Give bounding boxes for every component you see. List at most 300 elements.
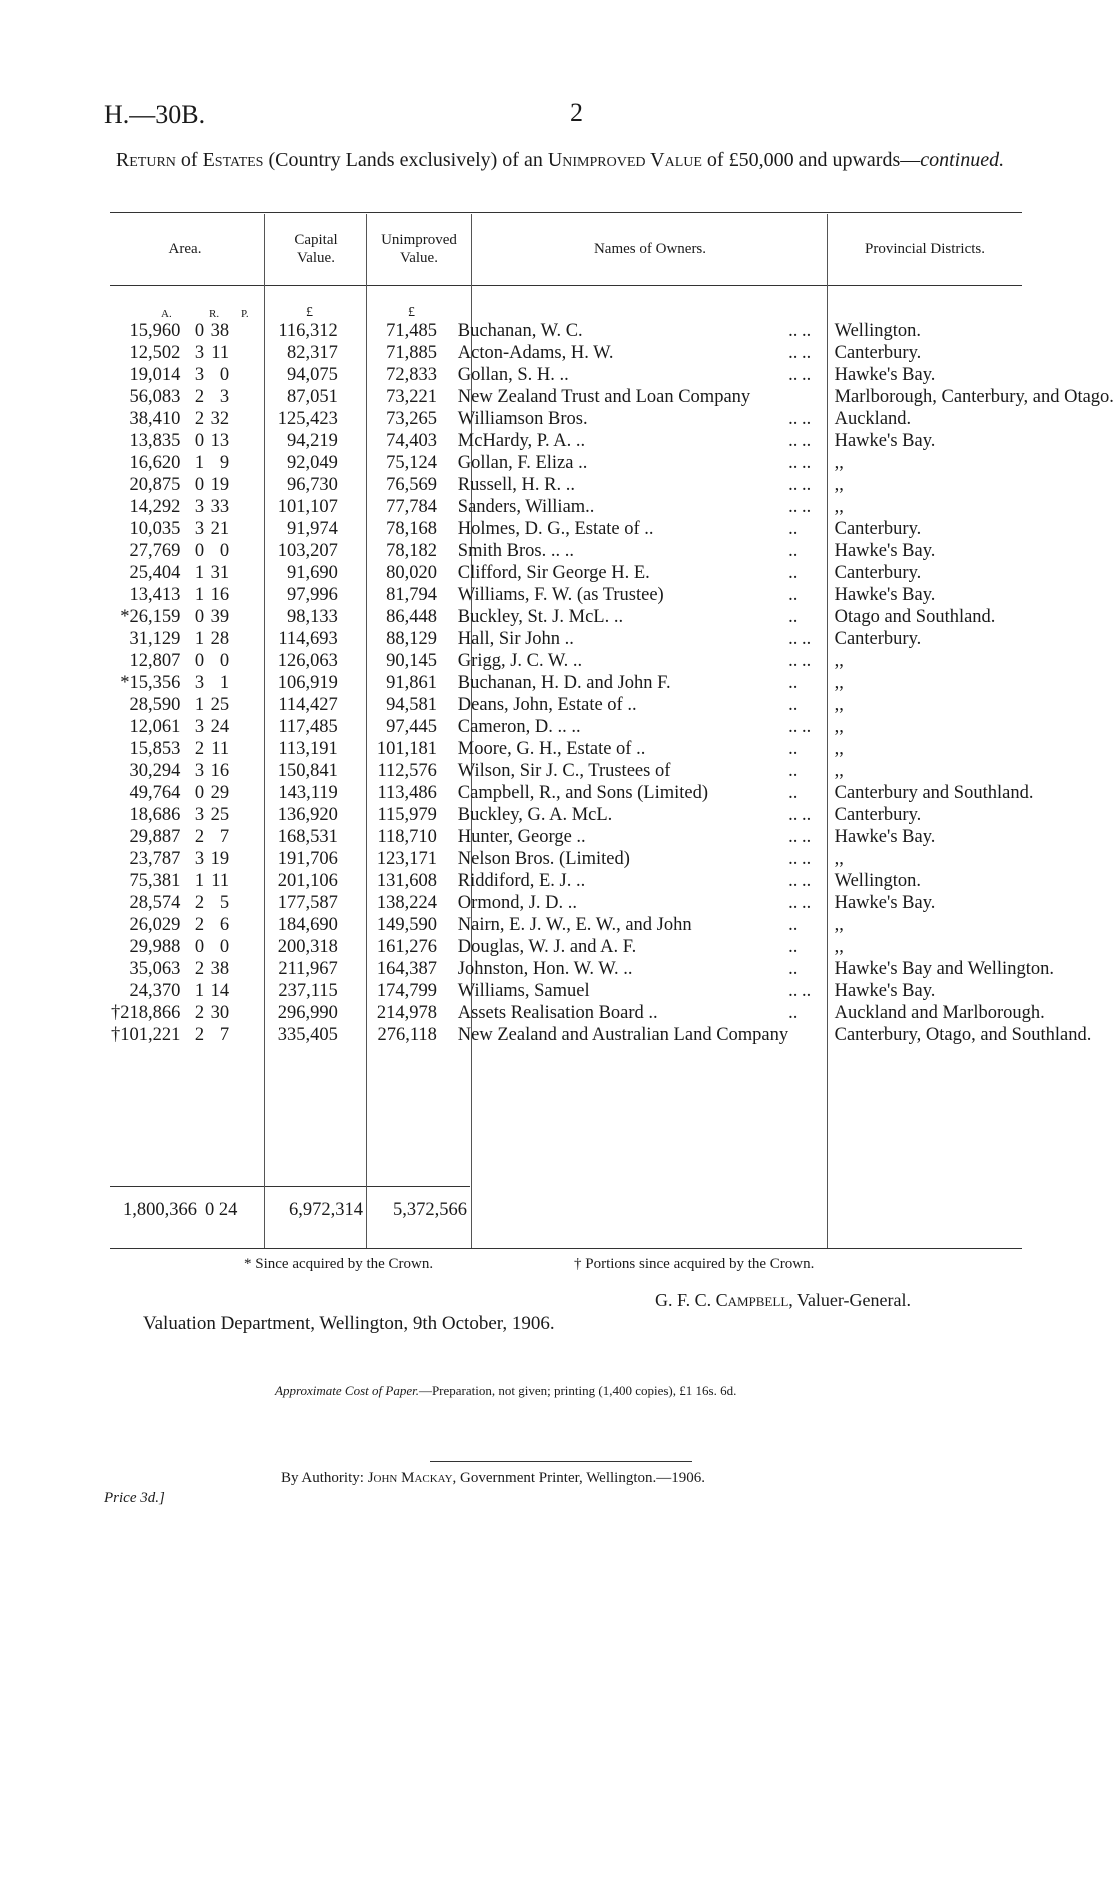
- table-row: [0, 936, 1114, 958]
- cost-text: —Preparation, not given; printing (1,400 copies), £1 16s. 6d.: [418, 1383, 737, 1398]
- row-district: ,,: [834, 453, 844, 473]
- row-capital-value: 114,693: [278, 629, 338, 649]
- row-perches: 16: [210, 761, 230, 781]
- row-roods: 3: [194, 365, 205, 385]
- row-district: Hawke's Bay and Wellington.: [834, 959, 1054, 979]
- row-leader-dots: ..: [788, 673, 798, 693]
- row-area: *15,356: [120, 673, 181, 693]
- row-unimproved-value: 149,590: [376, 915, 437, 935]
- title-unimproved-value: Unimproved Value: [547, 149, 702, 171]
- row-capital-value: 114,427: [278, 695, 338, 715]
- row-perches: 38: [210, 959, 230, 979]
- row-owner: Wilson, Sir J. C., Trustees of: [457, 761, 671, 781]
- row-gap: [437, 804, 458, 826]
- row-gap: [822, 892, 834, 914]
- row-area: 27,769: [129, 541, 181, 561]
- row-perches: 11: [211, 871, 230, 891]
- row-perches: 9: [219, 453, 230, 473]
- row-area: 49,764: [129, 783, 181, 803]
- row-leader-dots: ..: [788, 607, 798, 627]
- row-roods: 1: [194, 585, 205, 605]
- row-leader-dots: ..: [788, 915, 798, 935]
- footnote-portions: † Portions since acquired by the Crown.: [574, 1256, 815, 1272]
- row-unimproved-value: 72,833: [386, 365, 437, 385]
- row-district: Hawke's Bay.: [834, 585, 936, 605]
- row-owner: Buchanan, W. C.: [457, 321, 583, 341]
- estates-table: [0, 320, 1114, 1046]
- total-roods-perches: 0 24: [205, 1200, 238, 1220]
- table-row: [0, 848, 1114, 870]
- row-area: 23,787: [129, 849, 181, 869]
- row-perches: 11: [211, 739, 230, 759]
- row-owner: Nelson Bros. (Limited): [457, 849, 630, 869]
- header-bottom-rule: [110, 285, 1022, 286]
- row-unimproved-value: 90,145: [386, 651, 437, 671]
- row-area: 12,061: [129, 717, 181, 737]
- row-capital-value: 106,919: [277, 673, 338, 693]
- row-perches: 25: [210, 805, 230, 825]
- row-unimproved-value: 74,403: [386, 431, 437, 451]
- row-district: Canterbury.: [834, 805, 922, 825]
- row-roods: 1: [194, 871, 205, 891]
- row-gap: [437, 540, 458, 562]
- table-top-rule: [110, 212, 1022, 213]
- table-row: [0, 782, 1114, 804]
- row-gap: [822, 760, 834, 782]
- row-gap: [437, 562, 458, 584]
- row-capital-value: 191,706: [277, 849, 338, 869]
- unit-perches: P.: [241, 308, 249, 320]
- row-unimproved-value: 138,224: [376, 893, 437, 913]
- unit-acres: A.: [161, 308, 172, 320]
- row-district: ,,: [834, 651, 844, 671]
- row-owner: Hunter, George ..: [457, 827, 586, 847]
- row-roods: 3: [194, 673, 205, 693]
- row-leader-dots: ..: [788, 761, 798, 781]
- row-leader-dots: .. ..: [788, 431, 812, 451]
- row-owner: Holmes, D. G., Estate of ..: [457, 519, 654, 539]
- row-roods: 2: [194, 1003, 205, 1023]
- title-continued: continued.: [920, 149, 1005, 171]
- row-perches: 7: [219, 1025, 230, 1045]
- title-estates: Estates: [202, 149, 264, 171]
- row-capital-value: 126,063: [277, 651, 338, 671]
- row-capital-value: 92,049: [286, 453, 338, 473]
- row-owner: Moore, G. H., Estate of ..: [457, 739, 646, 759]
- row-unimproved-value: 71,885: [386, 343, 437, 363]
- row-area: 56,083: [129, 387, 181, 407]
- title-return: Return: [115, 149, 176, 171]
- row-gap: [437, 452, 458, 474]
- row-district: ,,: [834, 739, 844, 759]
- row-district: Canterbury.: [834, 629, 922, 649]
- row-gap: [437, 826, 458, 848]
- row-unimproved-value: 80,020: [386, 563, 437, 583]
- row-perches: 1: [219, 673, 230, 693]
- row-gap: [437, 364, 458, 386]
- row-district: ,,: [834, 673, 844, 693]
- row-roods: 2: [194, 1025, 205, 1045]
- table-row: [0, 474, 1114, 496]
- cost-of-paper: [275, 1383, 736, 1399]
- row-perches: 30: [210, 1003, 230, 1023]
- row-roods: 0: [194, 783, 205, 803]
- row-district: Canterbury and Southland.: [834, 783, 1034, 803]
- row-gap: [437, 672, 458, 694]
- row-capital-value: 335,405: [277, 1025, 338, 1045]
- table-row: [0, 980, 1114, 1002]
- row-capital-value: 125,423: [277, 409, 338, 429]
- row-area: 13,413: [129, 585, 181, 605]
- row-gap: [822, 826, 834, 848]
- row-capital-value: 150,841: [277, 761, 338, 781]
- table-row: [0, 562, 1114, 584]
- row-district: Canterbury.: [834, 343, 922, 363]
- row-capital-value: 168,531: [277, 827, 338, 847]
- row-capital-value: 211,967: [278, 959, 338, 979]
- row-area: 29,988: [129, 937, 181, 957]
- row-leader-dots: .. ..: [788, 497, 812, 517]
- column-header-districts: Provincial Districts.: [865, 241, 985, 257]
- row-gap: [437, 408, 458, 430]
- title-middle: (Country Lands exclusively) of an: [263, 149, 548, 171]
- row-leader-dots: [788, 1024, 822, 1046]
- title-of: of: [175, 149, 203, 171]
- row-roods: 3: [194, 717, 205, 737]
- row-capital-value: 177,587: [277, 893, 338, 913]
- row-capital-value: 296,990: [277, 1003, 338, 1023]
- row-gap: [437, 430, 458, 452]
- row-owner: Campbell, R., and Sons (Limited): [457, 783, 709, 803]
- row-perches: 24: [210, 717, 230, 737]
- table-row: [0, 694, 1114, 716]
- totals-rule: [110, 1186, 470, 1187]
- row-district: Hawke's Bay.: [834, 431, 936, 451]
- row-gap: [437, 958, 458, 980]
- row-owner: Russell, H. R. ..: [457, 475, 575, 495]
- row-gap: [822, 364, 834, 386]
- row-district: ,,: [834, 695, 844, 715]
- row-gap: [437, 474, 458, 496]
- row-gap: [822, 870, 834, 892]
- row-owner: Williams, Samuel: [457, 981, 590, 1001]
- unit-unimproved-pounds: £: [408, 305, 415, 320]
- table-row: [0, 672, 1114, 694]
- table-row: [0, 958, 1114, 980]
- row-gap: [437, 914, 458, 936]
- row-unimproved-value: 113,486: [377, 783, 437, 803]
- row-district: Wellington.: [834, 321, 921, 341]
- row-area: 31,129: [129, 629, 181, 649]
- row-unimproved-value: 131,608: [376, 871, 437, 891]
- row-unimproved-value: 88,129: [386, 629, 437, 649]
- row-district: Wellington.: [834, 871, 921, 891]
- row-gap: [437, 606, 458, 628]
- row-capital-value: 91,690: [286, 563, 338, 583]
- row-unimproved-value: 123,171: [376, 849, 437, 869]
- table-row: [0, 870, 1114, 892]
- row-capital-value: 98,133: [286, 607, 338, 627]
- row-gap: [822, 804, 834, 826]
- row-gap: [822, 958, 834, 980]
- row-owner: Grigg, J. C. W. ..: [457, 651, 583, 671]
- row-capital-value: 201,106: [277, 871, 338, 891]
- row-unimproved-value: 81,794: [386, 585, 437, 605]
- column-header-capital-line1: Capital: [294, 232, 338, 248]
- row-district: Hawke's Bay.: [834, 981, 936, 1001]
- row-owner: Nairn, E. J. W., E. W., and John: [457, 915, 692, 935]
- row-owner: Deans, John, Estate of ..: [457, 695, 637, 715]
- row-perches: 7: [219, 827, 230, 847]
- row-leader-dots: .. ..: [788, 475, 812, 495]
- table-row: [0, 386, 1114, 408]
- row-roods: 2: [194, 959, 205, 979]
- row-leader-dots: [788, 386, 822, 408]
- table-row: [0, 606, 1114, 628]
- column-header-unimproved: [368, 231, 470, 267]
- row-gap: [822, 650, 834, 672]
- row-gap: [822, 716, 834, 738]
- total-capital: 6,972,314: [289, 1200, 363, 1220]
- row-district: Hawke's Bay.: [834, 365, 936, 385]
- row-district: Auckland and Marlborough.: [834, 1003, 1045, 1023]
- row-gap: [437, 936, 458, 958]
- table-row: [0, 892, 1114, 914]
- row-gap: [822, 408, 834, 430]
- row-district: Canterbury, Otago, and Southland.: [834, 1025, 1092, 1045]
- row-capital-value: 96,730: [286, 475, 338, 495]
- page-title: [100, 148, 1020, 172]
- row-area: 26,029: [129, 915, 181, 935]
- row-perches: 5: [219, 893, 230, 913]
- row-unimproved-value: 91,861: [386, 673, 437, 693]
- row-gap: [822, 914, 834, 936]
- row-district: ,,: [834, 761, 844, 781]
- row-district: Marlborough, Canterbury, and Otago.: [834, 387, 1114, 407]
- row-perches: 0: [219, 937, 230, 957]
- row-perches: 6: [219, 915, 230, 935]
- column-header-unimproved-line1: Unimproved: [381, 232, 457, 248]
- document-reference: H.—30B.: [104, 100, 206, 129]
- row-gap: [822, 430, 834, 452]
- row-gap: [822, 518, 834, 540]
- row-district: ,,: [834, 849, 844, 869]
- row-owner: Ormond, J. D. ..: [457, 893, 578, 913]
- row-perches: 19: [210, 475, 230, 495]
- row-district: Hawke's Bay.: [834, 541, 936, 561]
- table-row: [0, 518, 1114, 540]
- row-gap: [437, 320, 458, 342]
- row-capital-value: 101,107: [277, 497, 338, 517]
- row-gap: [822, 936, 834, 958]
- row-perches: 19: [210, 849, 230, 869]
- row-area: 18,686: [129, 805, 181, 825]
- table-row: [0, 342, 1114, 364]
- table-row: [0, 320, 1114, 342]
- row-roods: 1: [194, 629, 205, 649]
- table-row: [0, 584, 1114, 606]
- row-perches: 31: [210, 563, 230, 583]
- row-roods: 0: [194, 541, 205, 561]
- authority-prefix: By Authority:: [281, 1470, 368, 1486]
- row-roods: 1: [194, 695, 205, 715]
- row-owner: Williamson Bros.: [457, 409, 588, 429]
- row-leader-dots: .. ..: [788, 629, 812, 649]
- row-unimproved-value: 214,978: [376, 1003, 437, 1023]
- row-capital-value: 237,115: [278, 981, 338, 1001]
- row-capital-value: 103,207: [277, 541, 338, 561]
- row-capital-value: 94,075: [286, 365, 338, 385]
- row-capital-value: 94,219: [286, 431, 338, 451]
- row-roods: 3: [194, 519, 205, 539]
- row-unimproved-value: 73,265: [386, 409, 437, 429]
- row-capital-value: 82,317: [286, 343, 338, 363]
- table-row: [0, 914, 1114, 936]
- table-row: [0, 540, 1114, 562]
- row-unimproved-value: 77,784: [386, 497, 437, 517]
- table-row: [0, 650, 1114, 672]
- row-leader-dots: .. ..: [788, 717, 812, 737]
- row-district: ,,: [834, 937, 844, 957]
- row-leader-dots: ..: [788, 959, 798, 979]
- row-owner: Williams, F. W. (as Trustee): [457, 585, 664, 605]
- column-header-capital: [268, 231, 364, 267]
- row-perches: 13: [210, 431, 230, 451]
- row-area: 10,035: [129, 519, 181, 539]
- column-header-owners: Names of Owners.: [593, 241, 707, 257]
- row-unimproved-value: 97,445: [386, 717, 437, 737]
- row-unimproved-value: 276,118: [377, 1025, 437, 1045]
- row-perches: 3: [219, 387, 230, 407]
- row-gap: [822, 848, 834, 870]
- row-owner: Cameron, D. .. ..: [457, 717, 581, 737]
- row-roods: 3: [194, 497, 205, 517]
- row-unimproved-value: 101,181: [376, 739, 437, 759]
- row-gap: [437, 980, 458, 1002]
- row-owner: Gollan, S. H. ..: [457, 365, 569, 385]
- row-unimproved-value: 94,581: [386, 695, 437, 715]
- row-perches: 11: [211, 343, 230, 363]
- row-roods: 0: [194, 475, 205, 495]
- row-leader-dots: ..: [788, 585, 798, 605]
- row-area: †101,221: [110, 1025, 181, 1045]
- row-roods: 2: [194, 915, 205, 935]
- row-unimproved-value: 112,576: [377, 761, 437, 781]
- column-header-capital-line2: Value.: [297, 250, 335, 266]
- row-leader-dots: ..: [788, 541, 798, 561]
- row-roods: 2: [194, 387, 205, 407]
- total-unimproved: 5,372,566: [393, 1200, 467, 1220]
- row-leader-dots: ..: [788, 695, 798, 715]
- row-roods: 1: [194, 981, 205, 1001]
- row-gap: [822, 606, 834, 628]
- authority-rule: [430, 1461, 692, 1462]
- row-owner: New Zealand and Australian Land Company: [457, 1025, 789, 1045]
- row-area: 12,807: [129, 651, 181, 671]
- row-perches: 39: [210, 607, 230, 627]
- signature-title: , Valuer-General.: [788, 1290, 912, 1310]
- row-gap: [822, 628, 834, 650]
- row-leader-dots: .. ..: [788, 321, 812, 341]
- row-leader-dots: .. ..: [788, 453, 812, 473]
- row-gap: [822, 562, 834, 584]
- row-gap: [822, 496, 834, 518]
- row-leader-dots: .. ..: [788, 827, 812, 847]
- authority-suffix: , Government Printer, Wellington.—1906.: [452, 1470, 706, 1486]
- row-roods: 3: [194, 761, 205, 781]
- row-district: Canterbury.: [834, 563, 922, 583]
- row-leader-dots: .. ..: [788, 981, 812, 1001]
- row-leader-dots: .. ..: [788, 651, 812, 671]
- row-gap: [437, 694, 458, 716]
- table-row: [0, 760, 1114, 782]
- row-gap: [822, 738, 834, 760]
- table-row: [0, 430, 1114, 452]
- row-perches: 21: [210, 519, 230, 539]
- row-gap: [437, 518, 458, 540]
- row-unimproved-value: 78,168: [386, 519, 437, 539]
- row-area: 75,381: [129, 871, 181, 891]
- row-perches: 16: [210, 585, 230, 605]
- price-note: Price 3d.]: [104, 1490, 165, 1506]
- row-gap: [437, 584, 458, 606]
- row-roods: 2: [194, 409, 205, 429]
- row-district: Hawke's Bay.: [834, 827, 936, 847]
- row-leader-dots: .. ..: [788, 871, 812, 891]
- valuation-department-line: Valuation Department, Wellington, 9th October, 1906.: [143, 1313, 555, 1334]
- table-row: [0, 804, 1114, 826]
- row-perches: 33: [210, 497, 230, 517]
- authority-line: [281, 1470, 705, 1487]
- table-row: [0, 496, 1114, 518]
- authority-printer: John Mackay: [367, 1470, 453, 1486]
- row-gap: [437, 760, 458, 782]
- row-owner: Gollan, F. Eliza ..: [457, 453, 588, 473]
- row-leader-dots: .. ..: [788, 365, 812, 385]
- row-perches: 38: [210, 321, 230, 341]
- row-leader-dots: .. ..: [788, 343, 812, 363]
- row-roods: 3: [194, 805, 205, 825]
- row-owner: Hall, Sir John ..: [457, 629, 574, 649]
- row-gap: [437, 342, 458, 364]
- row-unimproved-value: 174,799: [376, 981, 437, 1001]
- row-owner: Sanders, William..: [457, 497, 595, 517]
- row-district: Otago and Southland.: [834, 607, 996, 627]
- row-owner: Buckley, G. A. McL.: [457, 805, 613, 825]
- row-roods: 2: [194, 893, 205, 913]
- row-roods: 0: [194, 431, 205, 451]
- footnote-crown: * Since acquired by the Crown.: [244, 1256, 434, 1272]
- row-leader-dots: ..: [788, 937, 798, 957]
- row-gap: [822, 672, 834, 694]
- unit-capital-pounds: £: [306, 305, 313, 320]
- row-leader-dots: ..: [788, 739, 798, 759]
- row-unimproved-value: 86,448: [386, 607, 437, 627]
- row-area: 28,590: [129, 695, 181, 715]
- row-unimproved-value: 78,182: [386, 541, 437, 561]
- table-row: [0, 1024, 1114, 1046]
- row-owner: Assets Realisation Board ..: [457, 1003, 658, 1023]
- row-capital-value: 116,312: [278, 321, 338, 341]
- row-unimproved-value: 75,124: [386, 453, 437, 473]
- row-roods: 3: [194, 343, 205, 363]
- row-gap: [437, 870, 458, 892]
- table-bottom-rule: [110, 1248, 1022, 1249]
- row-area: 29,887: [129, 827, 181, 847]
- table-row: [0, 408, 1114, 430]
- row-gap: [437, 628, 458, 650]
- row-district: Canterbury.: [834, 519, 922, 539]
